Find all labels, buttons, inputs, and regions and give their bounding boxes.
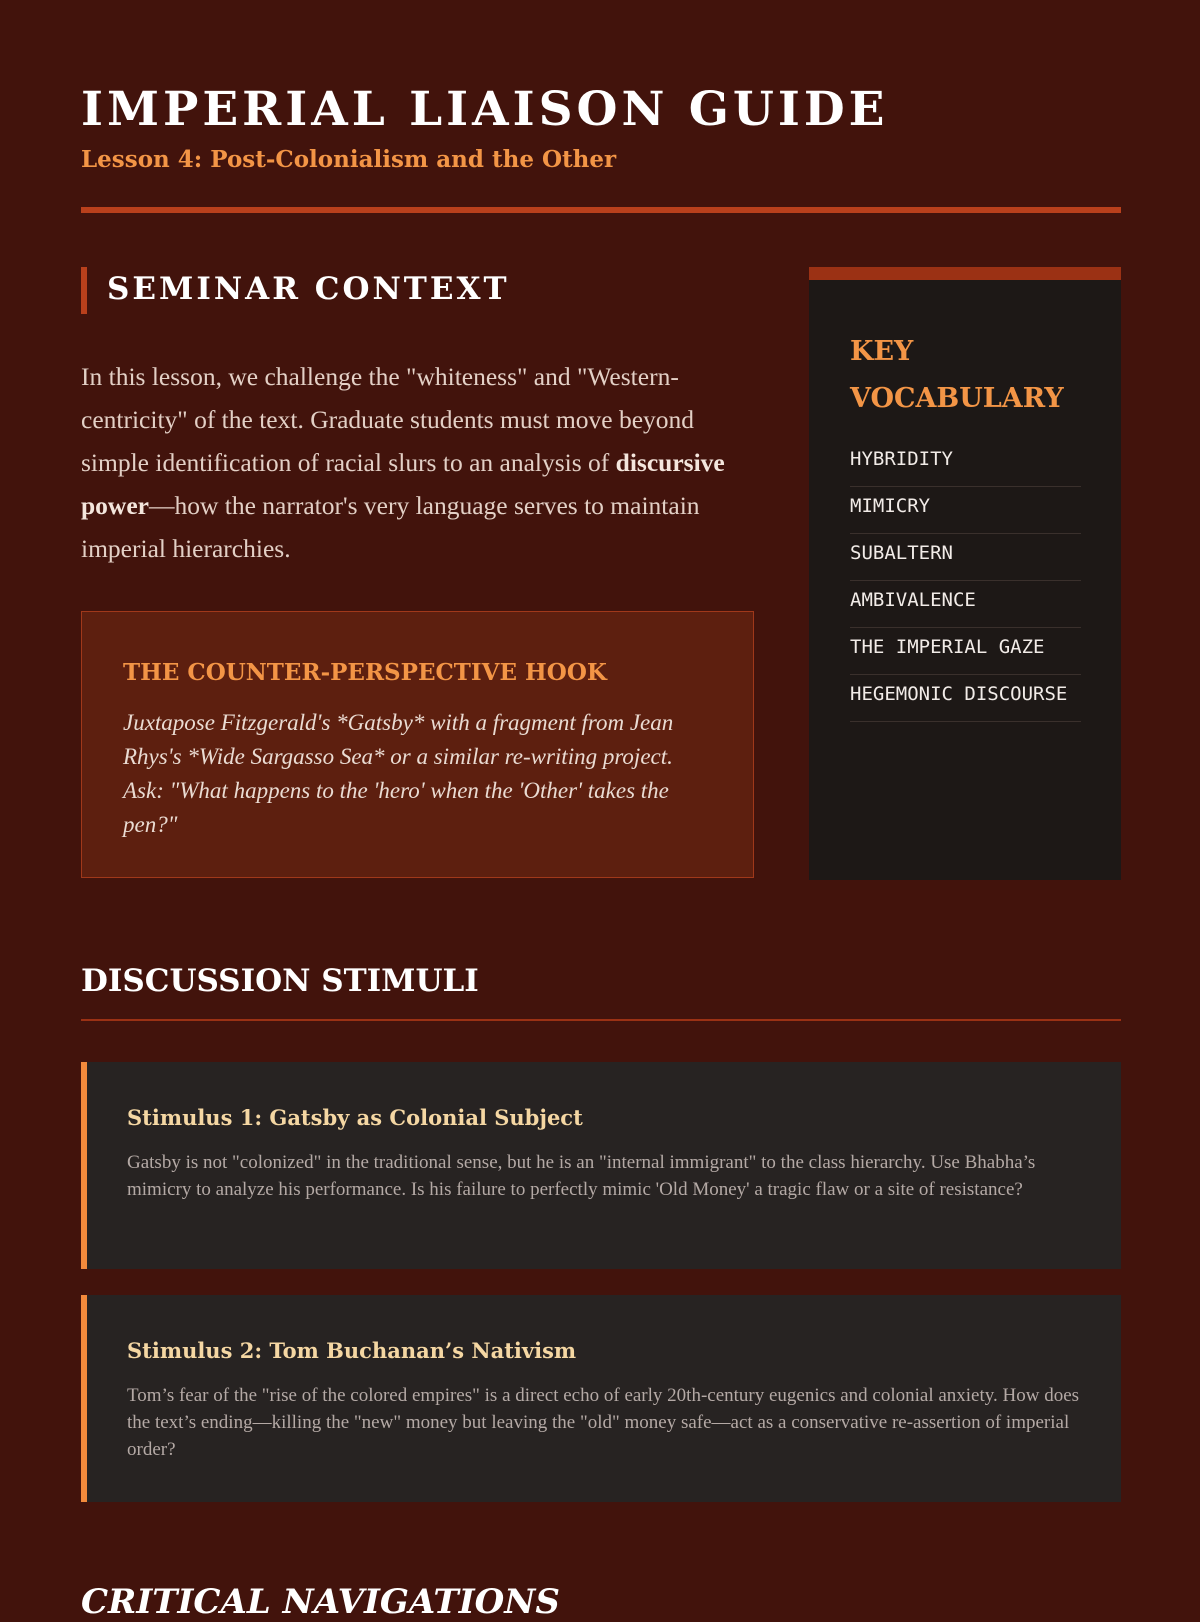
seminar-context-title: SEMINAR CONTEXT (107, 271, 510, 307)
seminar-intro-paragraph (81, 355, 756, 570)
discussion-divider (81, 1019, 1121, 1021)
stimulus-text: Tom’s fear of the "rise of the colored empires" is a direct echo of early 20th-century eugenics and colonial anxiety. How does the text’s ending—killing the "new" money but leaving the "old" money safe—act as a conservative re-assertion of imperial order? (127, 1385, 1080, 1460)
vocabulary-list (850, 440, 1081, 722)
vocabulary-item: HEGEMONIC DISCOURSE (850, 675, 1081, 722)
discussion-stimuli-title: DISCUSSION STIMULI (81, 963, 479, 999)
page-title: IMPERIAL LIAISON GUIDE (81, 82, 889, 137)
title-divider (81, 207, 1121, 213)
vocabulary-item: SUBALTERN (850, 534, 1081, 581)
vocabulary-item: HYBRIDITY (850, 440, 1081, 487)
section-accent-bar (81, 267, 87, 314)
lesson-subtitle: Lesson 4: Post-Colonialism and the Other (81, 146, 617, 173)
vocabulary-item: MIMICRY (850, 487, 1081, 534)
stimulus-title: Stimulus 1: Gatsby as Colonial Subject (127, 1105, 583, 1130)
intro-text-part-1: In this lesson, we challenge the "whiteness" and "Western-centricity" of the text. Graduate students must move beyond simple identification of racial slurs to an analysis of (81, 362, 695, 477)
stimulus-title: Stimulus 2: Tom Buchanan’s Nativism (127, 1338, 577, 1363)
stimulus-card-2 (81, 1295, 1121, 1502)
hook-title: THE COUNTER-PERSPECTIVE HOOK (123, 659, 607, 686)
key-vocabulary-panel (809, 267, 1121, 880)
intro-text-part-2: —how the narrator's very language serves to maintain imperial hierarchies. (81, 491, 700, 563)
key-vocabulary-title: KEY VOCABULARY (850, 336, 1064, 414)
stimulus-text: Gatsby is not "colonized" in the traditional sense, but he is an "internal immigrant" to the class hierarchy. Use Bhabha’s mimicry to analyze his performance. Is his failure to perfectly mimic 'Old Money' a tragic flaw or a site of resistance? (127, 1152, 1036, 1200)
vocabulary-item: THE IMPERIAL GAZE (850, 628, 1081, 675)
stimulus-card-1 (81, 1062, 1121, 1269)
hook-text: Juxtapose Fitzgerald's *Gatsby* with a fragment from Jean Rhys's *Wide Sargasso Sea* or a similar re-writing project. Ask: "What happens to the 'hero' when the 'Other' takes the pen?" (123, 710, 674, 837)
critical-navigations-title: CRITICAL NAVIGATIONS (81, 1582, 560, 1622)
intro-emphasis: discursive power (81, 448, 725, 520)
counter-perspective-hook (81, 611, 754, 878)
vocabulary-item: AMBIVALENCE (850, 581, 1081, 628)
